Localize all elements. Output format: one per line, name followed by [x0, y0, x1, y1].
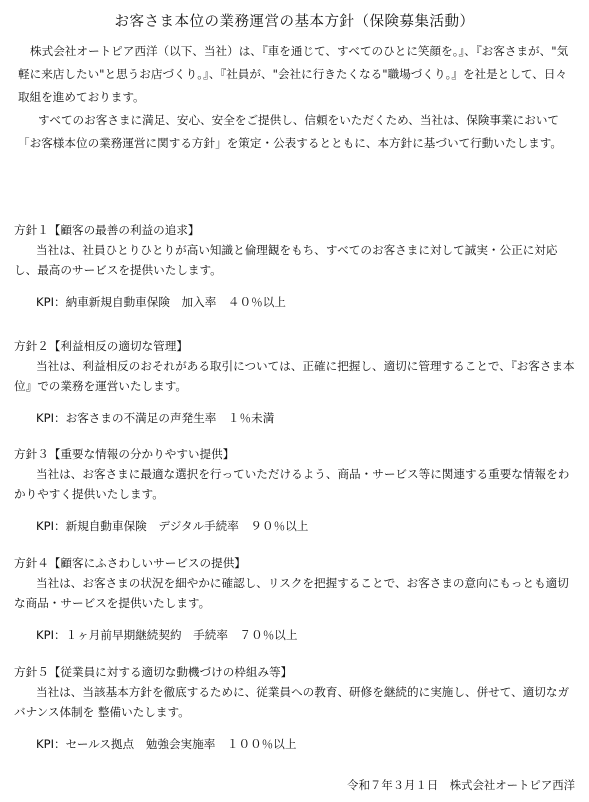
policy-heading: 方針５【従業員に対する適切な動機づけの枠組み等】 [14, 665, 293, 679]
policy-body: 当社は、当該基本方針を徹底するために、従業員への教育、研修を継続的に実施し、併せて、適切なガバナンス体制を 整備いたします。 [14, 685, 570, 719]
policy-body: 当社は、社員ひとりひとりが高い知識と倫理観をもち、すべてのお客さまに対して誠実・公正に対応し、最高のサービスを提供いたします。 [14, 243, 558, 277]
policy-heading: 方針２【利益相反の適切な管理】 [14, 339, 188, 353]
policy-heading: 方針４【顧客にふさわしいサービスの提供】 [14, 556, 246, 570]
policy-heading: 方針３【重要な情報の分かりやすい提供】 [14, 447, 235, 461]
policy-4 [14, 555, 576, 644]
policy-kpi: KPI：セールス拠点 勉強会実施率 １００％以上 [36, 737, 297, 751]
policy-5 [14, 664, 576, 753]
policy-heading: 方針１【顧客の最善の利益の追求】 [14, 223, 200, 237]
intro-paragraph: 株式会社オートピア西洋（以下、当社）は、『車を通じて、すべてのひとに笑顔を。』、『お客さまが、"気軽に来店したい"と思うお店づくり。』、『社員が、"会社に行きたくなる"職場づくり。』を社是として、日々取組を進めております。 [18, 44, 569, 104]
policy-body: 当社は、お客さまに最適な選択を行っていただけるよう、商品・サービス等に関連する重要な情報をわかりやすく提供いたします。 [14, 467, 570, 501]
policy-3 [14, 446, 576, 535]
policy-kpi: KPI：お客さまの不満足の声発生率 １％未満 [36, 411, 275, 425]
policy-2 [14, 338, 576, 427]
policy-kpi: KPI：新規自動車保険 デジタル手続率 ９０％以上 [36, 519, 309, 533]
policy-1 [14, 222, 576, 311]
policy-kpi: KPI：１ヶ月前早期継続契約 手続率 ７０％以上 [36, 628, 298, 642]
policy-body: 当社は、お客さまの状況を細やかに確認し、リスクを把握することで、お客さまの意向にもっとも適切な商品・サービスを提供いたします。 [14, 576, 569, 610]
intro-paragraph: すべてのお客さまに満足、安心、安全をご提供し、信頼をいただくため、当社は、保険事業において「お客様本位の業務運営に関する方針」を策定・公表するとともに、本方針に基づいて行動いたします。 [18, 113, 562, 150]
intro-section [18, 40, 578, 155]
policy-body: 当社は、利益相反のおそれがある取引については、正確に把握し、適切に管理することで、『お客さま本位』での業務を運営いたします。 [14, 359, 575, 393]
policy-kpi: KPI：納車新規自動車保険 加入率 ４０％以上 [36, 295, 286, 309]
document-title: お客さま本位の業務運営の基本方針（保険募集活動） [114, 14, 475, 30]
document-footer: 令和７年３月１日 株式会社オートピア西洋 [347, 778, 575, 792]
